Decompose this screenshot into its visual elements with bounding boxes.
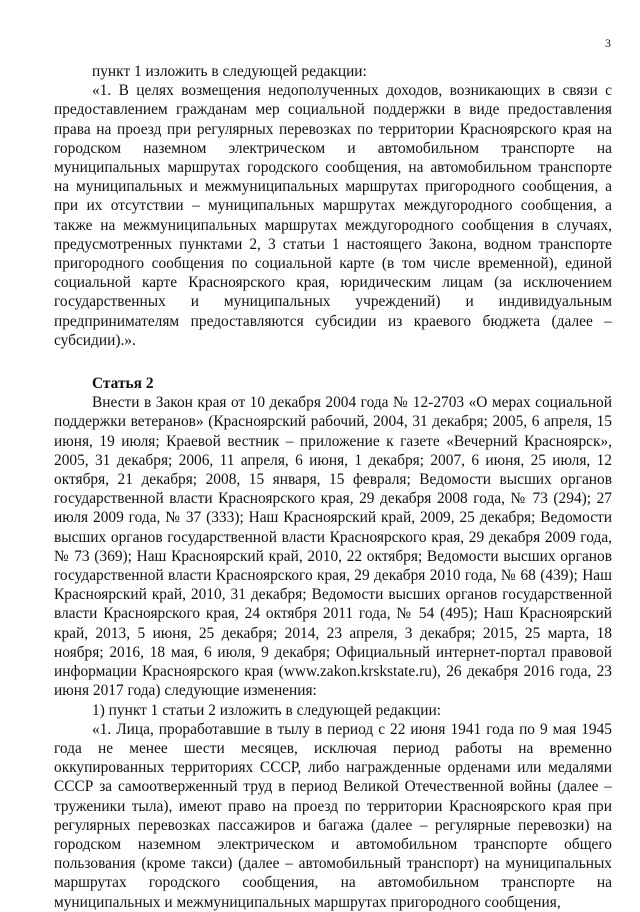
paragraph: «1. Лица, проработавшие в тылу в период с 22 июня 1941 года по 9 мая 1945 года не менее шести месяцев, исключая период работы на временно оккупированных территориях СССР, либо награжденные орденами или медалями СССР за самоотверженный труд в период Великой Отечественной войны (далее – труженики тыла), имеют право на проезд по территории Красноярского края при регулярных перевозках пассажиров и багажа (далее – регулярные перевозки) на городском наземном электрическом и автомобильном транспорте общего пользования (кроме такси) (далее – автомобильный транспорт) на муниципальных маршрутах городского сообщения, на автомобильном транспорте на муниципальных и межмуниципальных маршрутах пригородного сообщения, xyxy=(54,720,612,911)
paragraph: 1) пункт 1 статьи 2 изложить в следующей редакции: xyxy=(92,701,442,719)
page-number: 3 xyxy=(605,36,611,50)
document-body xyxy=(54,62,612,912)
section-gap xyxy=(54,350,612,374)
paragraph: «1. В целях возмещения недополученных доходов, возникающих в связи с предоставлением гражданам мер социальной поддержки в виде предоставления права на проезд при регулярных перевозках по территории Красноярского края на городском наземном электрическом и автомобильном транспорте на муниципальных маршрутах городского сообщения, на автомобильном транспорте на муниципальных и межмуниципальных маршрутах пригородного сообщения, а при их отсутствии – муниципальных маршрутах междугородного сообщения, а также на межмуниципальных маршрутах междугородного сообщения в случаях, предусмотренных пунктами 2, 3 статьи 1 настоящего Закона, водном транспорте пригородного сообщения по социальной карте (в том числе временной), единой социальной карте Красноярского края, юридическим лицам (за исключением государственных и муниципальных учреждений) и индивидуальным предпринимателям предоставляются субсидии из краевого бюджета (далее – субсидии).». xyxy=(54,82,612,349)
paragraph: Внести в Закон края от 10 декабря 2004 года № 12-2703 «О мерах социальной поддержки ветеранов» (Красноярский рабочий, 2004, 31 декабря; 2005, 6 апреля, 15 июня, 19 июля; Краевой вестник – приложение к газете «Вечерний Красноярск», 2005, 31 декабря; 2006, 11 апреля, 6 июня, 1 декабря; 2007, 6 июня, 25 июля, 12 октября, 21 декабря; 2008, 15 января, 15 февраля; Ведомости высших органов государственной власти Красноярского края, 29 декабря 2008 года, № 73 (294); 27 июля 2009 года, № 37 (333); Наш Красноярский край, 2009, 25 декабря; Ведомости высших органов государственной власти Красноярского края, 29 декабря 2009 года, № 73 (369); Наш Красноярский край, 2010, 22 октября; Ведомости высших органов государственной власти Красноярского края, 29 декабря 2010 года, № 68 (439); Наш Красноярский край, 2010, 31 декабря; Ведомости высших органов государственной власти Красноярского края, 24 октября 2011 года, № 54 (495); Наш Красноярский край, 2013, 5 июня, 25 декабря; 2014, 23 апреля, 3 декабря; 2015, 25 марта, 18 ноября; 2016, 18 мая, 6 июля, 9 декабря; Официальный интернет-портал правовой информации Красноярского края (www.zakon.krskstate.ru), 26 декабря 2016 года, 23 июня 2017 года) следующие изменения: xyxy=(54,394,612,700)
paragraph: пункт 1 изложить в следующей редакции: xyxy=(92,63,367,80)
article-heading: Статья 2 xyxy=(92,375,154,393)
